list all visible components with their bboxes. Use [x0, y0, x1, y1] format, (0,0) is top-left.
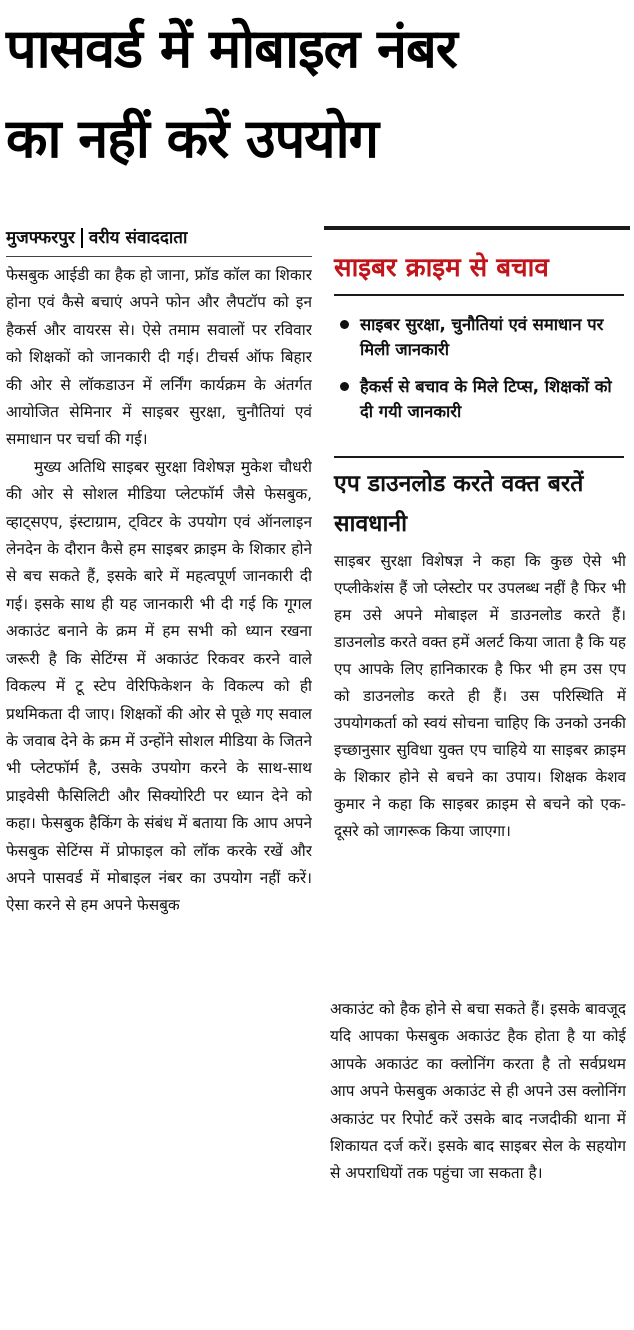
sidebar-section-divider	[334, 456, 624, 458]
article-paragraph-1: फेसबुक आईडी का हैक हो जाना, फ्रॉड कॉल का शिकार होना एवं कैसे बचाएं अपने फोन और लैपटॉप को इन हैकर्स और वायरस से। ऐसे तमाम सवालों पर रविवार को शिक्षकों को जानकारी दी गई। टीचर्स ऑफ बिहार की ओर से लॉकडाउन में लर्निंग कार्यक्रम के अंतर्गत आयोजित सेमिनार में साइबर सुरक्षा, चुनौतियां एवं समाधान पर चर्चा की गई।	[6, 266, 312, 449]
byline-author: वरीय संवाददाता	[88, 228, 188, 248]
sidebar-body	[334, 548, 626, 988]
headline-line-2: का नहीं करें उपयोग	[6, 107, 379, 170]
sidebar-body-text: साइबर सुरक्षा विशेषज्ञ ने कहा कि कुछ ऐसे भी एप्लीकेशंस हैं जो प्लेस्टोर पर उपलब्ध नहीं है फिर भी हम उसे अपने मोबाइल में डाउनलोड करते हैं। डाउनलोड करते वक्त हमें अलर्ट किया जाता है कि यह एप आपके लिए हानिकारक है फिर भी हम उस एप को डाउनलोड करते ही हैं। उस परिस्थिति में उपयोगकर्ता को स्वयं सोचना चाहिए कि उनको उनकी इच्छानुसार सुविधा युक्त एप चाहिये या साइबर क्राइम के शिकार होने से बचने का उपाय। शिक्षक केशव कुमार ने कहा कि साइबर क्राइम से बचने को एक-दूसरे को जागरूक किया जाएगा।	[334, 552, 626, 840]
sidebar-bullet-text: हैकर्स से बचाव के मिले टिप्स, शिक्षकों को दी गयी जानकारी	[360, 377, 612, 421]
article-continuation-text: अकाउंट को हैक होने से बचा सकते हैं। इसके बावजूद यदि आपका फेसबुक अकाउंट हैक होता है या कोई आपके अकाउंट का क्लोनिंग करता है तो सर्वप्रथम आप अपने फेसबुक अकाउंट से ही अपने उस क्लोनिंग अकाउंट पर रिपोर्ट करें उसके बाद नजदीकी थाना में शिकायत दर्ज करें। इसके बाद साइबर सेल के सहयोग से अपराधियों तक पहुंचा जा सकता है।	[330, 1000, 626, 1183]
byline-place: मुजफ्फरपुर	[6, 228, 75, 248]
headline	[6, 4, 628, 184]
sidebar-title: साइबर क्राइम से बचाव	[334, 253, 549, 283]
headline-line-1: पासवर्ड में मोबाइल नंबर	[6, 17, 457, 80]
sidebar-subheading: एप डाउनलोड करते वक्त बरतें सावधानी	[334, 471, 584, 537]
bullet-dot-icon	[340, 382, 349, 391]
article-paragraph-2: मुख्य अतिथि साइबर सुरक्षा विशेषज्ञ मुकेश चौधरी की ओर से सोशल मीडिया प्लेटफॉर्म जैसे फेसबुक, व्हाट्सएप, इंस्टाग्राम, ट्विटर के उपयोग एवं ऑनलाइन लेनदेन के दौरान कैसे हम साइबर क्राइम के शिकार होने से बच सकते हैं, इसके बारे में महत्वपूर्ण जानकारी दी गई। इसके साथ ही यह जानकारी भी दी गई कि गूगल अकाउंट बनाने के क्रम में हम सभी को ध्यान रखना जरूरी है कि सेटिंग्स में अकाउंट रिकवर करने वाले विकल्प में टू स्टेप वेरिफिकेशन के विकल्प को ही प्रथमिकता दी जाए। शिक्षकों की ओर से पूछे गए सवाल के जवाब देने के क्रम में उन्होंने सोशल मीडिया के जितने भी प्लेटफॉर्म है, उसके उपयोग करने के साथ-साथ प्राइवेसी फैसिलिटी और सिक्योरिटी पर ध्यान देने को कहा। फेसबुक हैकिंग के संबंध में बताया कि आप अपने फेसबुक सेटिंग्स में प्रोफाइल को लॉक करके रखें और अपने पासवर्ड में मोबाइल नंबर का उपयोग नहीं करें। ऐसा करने से हम अपने फेसबुक	[6, 457, 312, 915]
article-body-continuation	[330, 996, 626, 1326]
sidebar-title-divider	[334, 294, 624, 296]
byline	[6, 224, 312, 252]
article-body-left	[6, 262, 312, 1328]
sidebar-bullets	[338, 312, 628, 436]
byline-divider	[6, 256, 312, 257]
byline-separator	[81, 228, 83, 248]
sidebar-bullet-item	[338, 374, 628, 424]
sidebar-box	[324, 226, 630, 992]
sidebar-bullet-text: साइबर सुरक्षा, चुनौतियां एवं समाधान पर मिली जानकारी	[360, 315, 604, 359]
bullet-dot-icon	[340, 320, 349, 329]
sidebar-bullet-item	[338, 312, 628, 362]
